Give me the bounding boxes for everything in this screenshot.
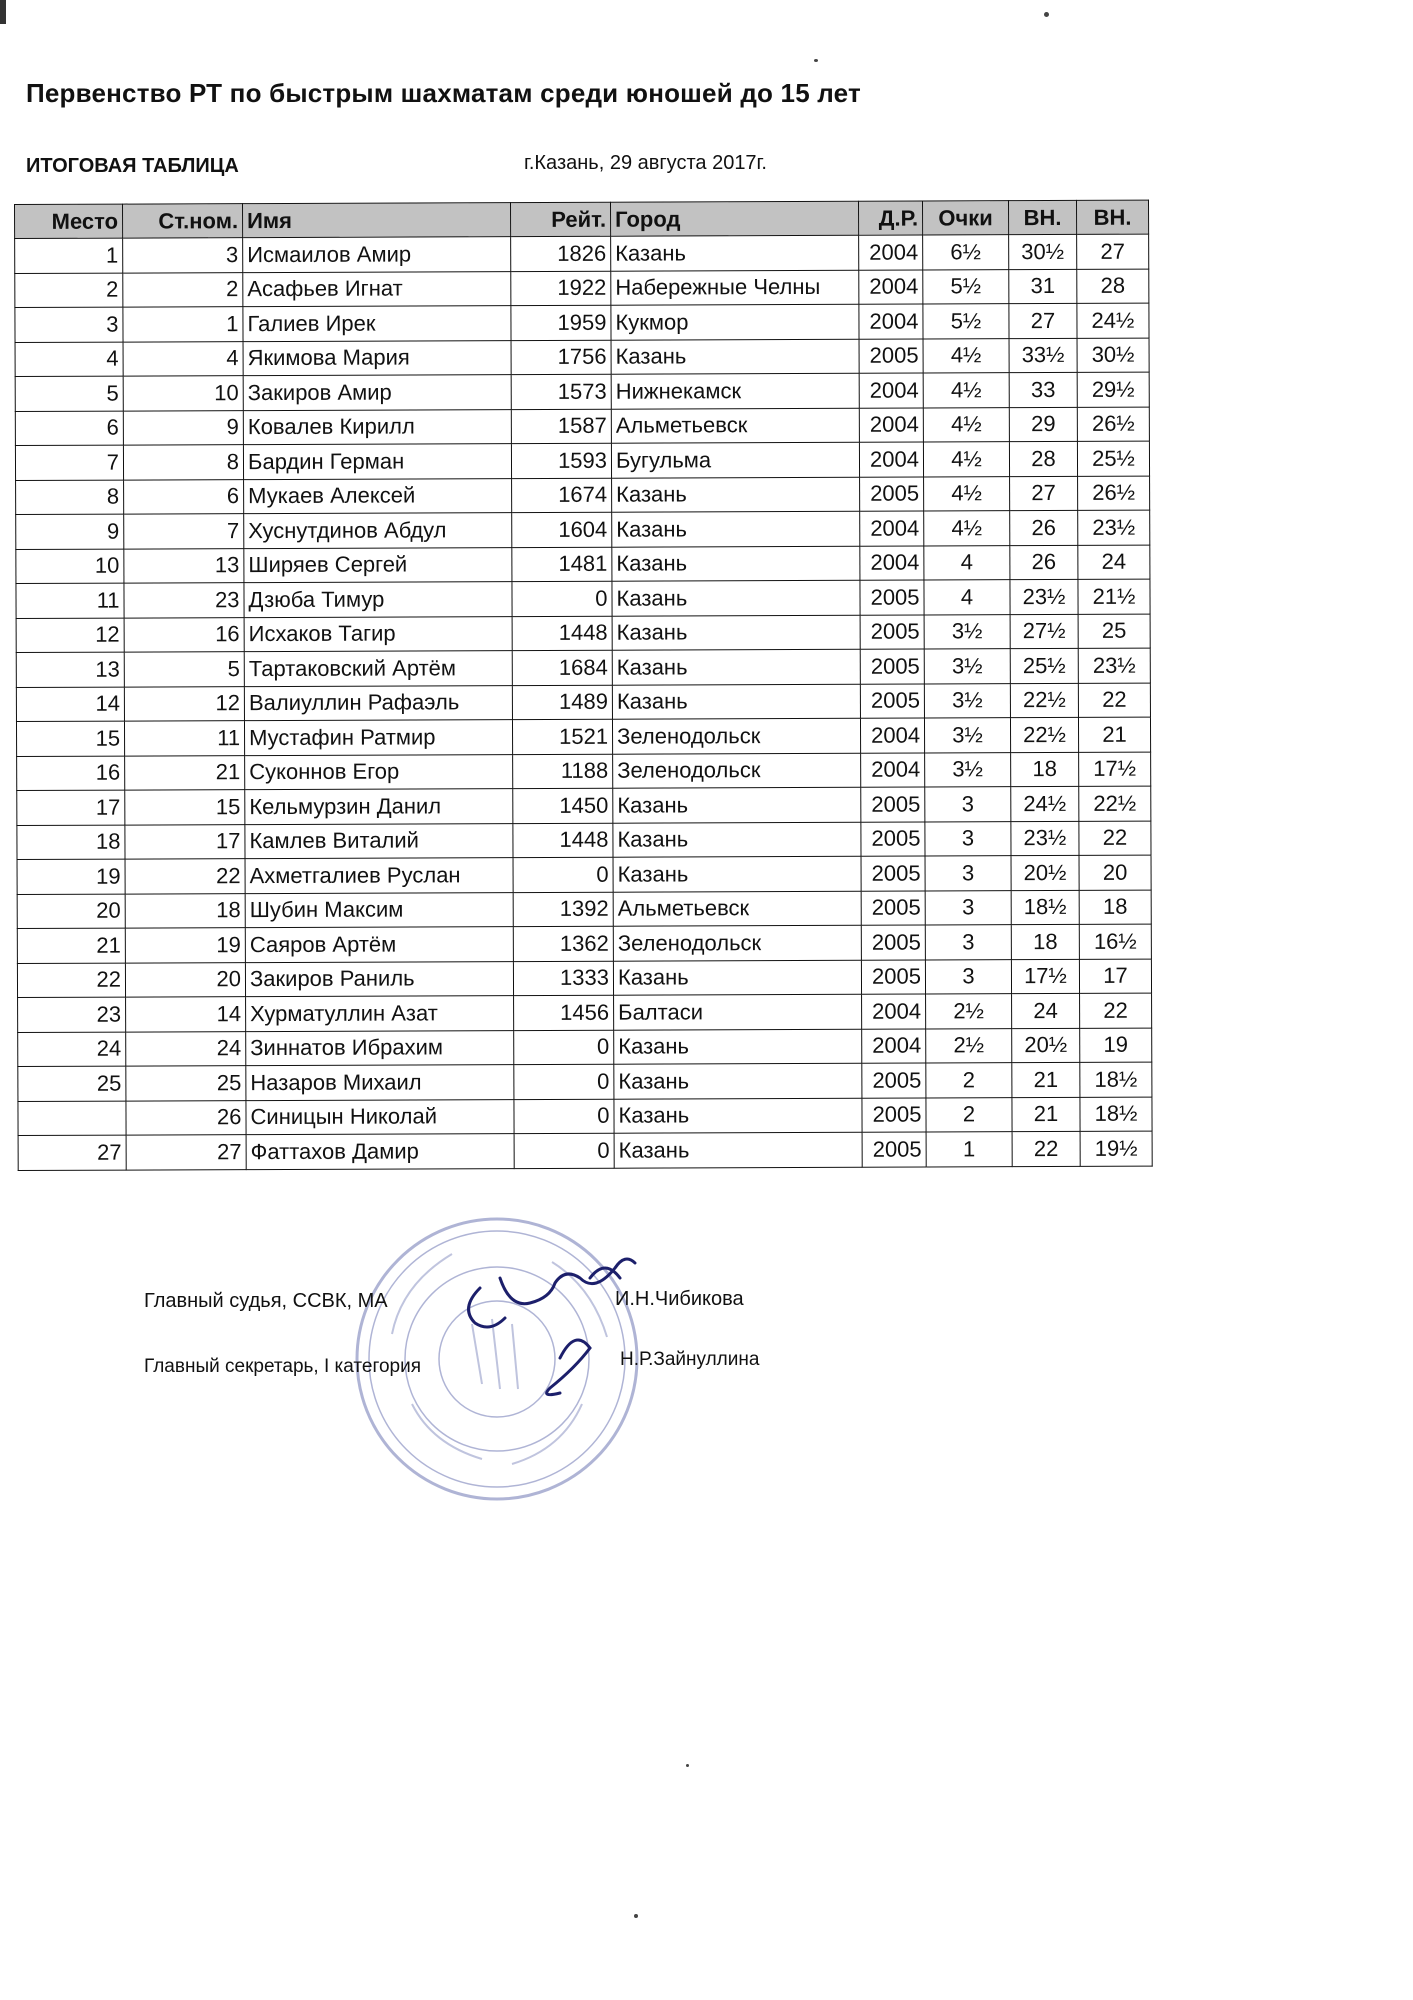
start-number-cell: 14 — [126, 997, 246, 1032]
rating-cell: 0 — [513, 857, 613, 892]
tiebreak-2-cell: 29½ — [1077, 372, 1149, 407]
birth-year-cell: 2004 — [859, 235, 923, 270]
place-cell: 11 — [16, 583, 124, 618]
birth-year-cell: 2004 — [860, 511, 924, 546]
start-number-cell: 19 — [125, 928, 245, 963]
points-cell: 3½ — [924, 649, 1010, 684]
tiebreak-2-cell: 18½ — [1080, 1097, 1152, 1132]
name-cell: Синицын Николай — [246, 1099, 514, 1135]
birth-year-cell: 2005 — [861, 822, 925, 857]
place-cell: 1 — [15, 238, 123, 273]
tiebreak-2-cell: 22 — [1080, 993, 1152, 1028]
city-cell: Зеленодольск — [613, 753, 861, 788]
column-header: Д.Р. — [858, 201, 922, 235]
points-cell: 3 — [925, 787, 1011, 822]
birth-year-cell: 2004 — [859, 442, 923, 477]
birth-year-cell: 2005 — [860, 580, 924, 615]
start-number-cell: 13 — [124, 548, 244, 583]
tiebreak-2-cell: 17 — [1079, 959, 1151, 994]
start-number-cell: 23 — [124, 583, 244, 618]
tiebreak-2-cell: 22 — [1079, 821, 1151, 856]
place-cell: 23 — [18, 997, 126, 1032]
start-number-cell: 10 — [123, 376, 243, 411]
points-cell: 2 — [926, 1063, 1012, 1098]
tiebreak-1-cell: 27½ — [1010, 614, 1078, 649]
birth-year-cell: 2004 — [860, 546, 924, 581]
points-cell: 3½ — [924, 614, 1010, 649]
start-number-cell: 21 — [125, 755, 245, 790]
place-cell: 4 — [15, 342, 123, 377]
city-cell: Казань — [613, 787, 861, 822]
table-row — [17, 959, 1151, 998]
birth-year-cell: 2005 — [860, 477, 924, 512]
rating-cell: 0 — [514, 1133, 614, 1168]
place-cell: 2 — [15, 273, 123, 308]
place-cell: 10 — [16, 549, 124, 584]
points-cell: 4½ — [924, 476, 1010, 511]
rating-cell: 1674 — [512, 478, 612, 513]
points-cell: 3½ — [925, 752, 1011, 787]
table-row — [16, 717, 1150, 756]
tiebreak-1-cell: 18 — [1011, 752, 1079, 787]
points-cell: 4 — [924, 545, 1010, 580]
place-cell: 14 — [16, 687, 124, 722]
name-cell: Назаров Михаил — [246, 1065, 514, 1101]
rating-cell: 1521 — [512, 719, 612, 754]
rating-cell: 1448 — [512, 616, 612, 651]
city-cell: Казань — [614, 1063, 862, 1098]
column-header: Рейт. — [510, 202, 610, 236]
city-cell: Казань — [613, 822, 861, 857]
name-cell: Зиннатов Ибрахим — [246, 1030, 514, 1066]
points-cell: 4½ — [923, 442, 1009, 477]
table-row — [18, 1062, 1152, 1101]
place-cell: 21 — [17, 928, 125, 963]
birth-year-cell: 2005 — [860, 615, 924, 650]
column-header: Очки — [922, 201, 1008, 235]
place-cell: 3 — [15, 307, 123, 342]
tiebreak-1-cell: 30½ — [1009, 234, 1077, 269]
table-row — [15, 234, 1149, 273]
name-cell: Закиров Амир — [243, 375, 511, 411]
name-cell: Фаттахов Дамир — [246, 1134, 514, 1170]
city-cell: Нижнекамск — [611, 373, 859, 408]
table-row — [16, 510, 1150, 549]
tiebreak-1-cell: 26 — [1010, 510, 1078, 545]
table-row — [18, 993, 1152, 1032]
birth-year-cell: 2005 — [859, 339, 923, 374]
place-cell: 15 — [16, 721, 124, 756]
city-cell: Казань — [612, 546, 860, 581]
tiebreak-2-cell: 20 — [1079, 855, 1151, 890]
name-cell: Ширяев Сергей — [244, 547, 512, 583]
start-number-cell: 25 — [126, 1066, 246, 1101]
tiebreak-1-cell: 33 — [1009, 372, 1077, 407]
name-cell: Валиуллин Рафаэль — [244, 685, 512, 721]
tiebreak-2-cell: 21½ — [1078, 579, 1150, 614]
place-cell: 25 — [18, 1066, 126, 1101]
rating-cell: 1959 — [511, 305, 611, 340]
header-row — [15, 200, 1149, 238]
points-cell: 6½ — [923, 235, 1009, 270]
tiebreak-1-cell: 21 — [1012, 1097, 1080, 1132]
start-number-cell: 8 — [123, 445, 243, 480]
rating-cell: 1448 — [513, 823, 613, 858]
city-cell: Казань — [612, 511, 860, 546]
place-cell: 13 — [16, 652, 124, 687]
start-number-cell: 16 — [124, 617, 244, 652]
points-cell: 3 — [925, 821, 1011, 856]
tiebreak-2-cell: 24 — [1078, 545, 1150, 580]
birth-year-cell: 2004 — [859, 304, 923, 339]
start-number-cell: 7 — [124, 514, 244, 549]
name-cell: Хурматуллин Азат — [246, 996, 514, 1032]
tiebreak-1-cell: 28 — [1009, 441, 1077, 476]
city-cell: Альметьевск — [611, 408, 859, 443]
name-cell: Ковалев Кирилл — [243, 409, 511, 445]
rating-cell: 1922 — [511, 271, 611, 306]
city-cell: Казань — [612, 580, 860, 615]
tiebreak-2-cell: 21 — [1078, 717, 1150, 752]
city-cell: Балтаси — [614, 994, 862, 1029]
start-number-cell: 5 — [124, 652, 244, 687]
rating-cell: 1573 — [511, 374, 611, 409]
chief-secretary-title: Главный секретарь, I категория — [144, 1356, 422, 1377]
table-subtitle: ИТОГОВАЯ ТАБЛИЦА — [26, 155, 239, 177]
birth-year-cell: 2005 — [860, 649, 924, 684]
tiebreak-2-cell: 25½ — [1077, 441, 1149, 476]
city-cell: Казань — [614, 1132, 862, 1167]
start-number-cell: 6 — [124, 479, 244, 514]
city-cell: Казань — [614, 1098, 862, 1133]
column-header: Ст.ном. — [123, 204, 243, 238]
start-number-cell: 27 — [126, 1135, 246, 1170]
city-cell: Казань — [614, 1029, 862, 1064]
birth-year-cell: 2004 — [862, 1029, 926, 1064]
tiebreak-2-cell: 27 — [1077, 234, 1149, 269]
tiebreak-2-cell: 24½ — [1077, 303, 1149, 338]
points-cell: 3½ — [924, 718, 1010, 753]
rating-cell: 1489 — [512, 685, 612, 720]
place-cell: 12 — [16, 618, 124, 653]
city-cell: Бугульма — [611, 442, 859, 477]
name-cell: Закиров Раниль — [245, 961, 513, 997]
table-row — [18, 1131, 1152, 1170]
table-row — [17, 821, 1151, 860]
rating-cell: 1604 — [512, 512, 612, 547]
birth-year-cell: 2005 — [861, 960, 925, 995]
rating-cell: 1587 — [511, 409, 611, 444]
start-number-cell: 22 — [125, 859, 245, 894]
results-table-wrapper — [14, 200, 1153, 1171]
tiebreak-1-cell: 27 — [1009, 303, 1077, 338]
rating-cell: 1188 — [513, 754, 613, 789]
place-cell: 20 — [17, 894, 125, 929]
start-number-cell: 1 — [123, 307, 243, 342]
tiebreak-1-cell: 21 — [1012, 1062, 1080, 1097]
name-cell: Саяров Артём — [245, 927, 513, 963]
birth-year-cell: 2005 — [862, 1132, 926, 1167]
points-cell: 1 — [926, 1132, 1012, 1167]
points-cell: 4½ — [923, 373, 1009, 408]
name-cell: Камлев Виталий — [245, 823, 513, 859]
place-cell: 9 — [16, 514, 124, 549]
start-number-cell: 2 — [123, 272, 243, 307]
scan-speck — [634, 1914, 638, 1918]
tiebreak-1-cell: 20½ — [1012, 1028, 1080, 1063]
start-number-cell: 18 — [125, 893, 245, 928]
scan-speck — [814, 59, 818, 62]
table-row — [17, 890, 1151, 929]
tiebreak-1-cell: 23½ — [1011, 821, 1079, 856]
rating-cell: 1333 — [513, 961, 613, 996]
city-cell: Казань — [612, 649, 860, 684]
start-number-cell: 11 — [124, 721, 244, 756]
city-cell: Зеленодольск — [612, 718, 860, 753]
points-cell: 2½ — [926, 1028, 1012, 1063]
chief-judge-title: Главный судья, ССВК, МА — [144, 1290, 388, 1312]
name-cell: Дзюба Тимур — [244, 582, 512, 618]
tiebreak-1-cell: 18 — [1011, 924, 1079, 959]
table-row — [15, 338, 1149, 377]
tiebreak-2-cell: 28 — [1077, 269, 1149, 304]
rating-cell: 0 — [512, 581, 612, 616]
city-cell: Казань — [611, 235, 859, 270]
rating-cell: 1756 — [511, 340, 611, 375]
points-cell: 3 — [925, 959, 1011, 994]
scan-edge-mark — [0, 0, 6, 24]
rating-cell: 1392 — [513, 892, 613, 927]
tiebreak-1-cell: 18½ — [1011, 890, 1079, 925]
scan-speck — [1044, 12, 1049, 17]
points-cell: 5½ — [923, 269, 1009, 304]
birth-year-cell: 2005 — [862, 1063, 926, 1098]
name-cell: Бардин Герман — [243, 444, 511, 480]
rating-cell: 1362 — [513, 926, 613, 961]
table-row — [16, 545, 1150, 584]
handwritten-signature-icon — [440, 1248, 670, 1408]
start-number-cell: 4 — [123, 341, 243, 376]
rating-cell: 1684 — [512, 650, 612, 685]
tiebreak-2-cell: 22 — [1078, 683, 1150, 718]
place-cell: 22 — [17, 963, 125, 998]
points-cell: 3 — [925, 890, 1011, 925]
tiebreak-1-cell: 27 — [1010, 476, 1078, 511]
tiebreak-2-cell: 23½ — [1078, 648, 1150, 683]
tiebreak-2-cell: 17½ — [1079, 752, 1151, 787]
birth-year-cell: 2005 — [861, 891, 925, 926]
place-cell: 17 — [17, 790, 125, 825]
birth-year-cell: 2004 — [859, 373, 923, 408]
tiebreak-1-cell: 24 — [1012, 993, 1080, 1028]
table-row — [15, 407, 1149, 446]
tiebreak-1-cell: 22½ — [1010, 717, 1078, 752]
points-cell: 3 — [925, 856, 1011, 891]
column-header: ВН. — [1076, 200, 1148, 234]
document-title: Первенство РТ по быстрым шахматам среди юношей до 15 лет — [26, 78, 861, 108]
column-header: Город — [610, 201, 858, 236]
tiebreak-1-cell: 29 — [1009, 407, 1077, 442]
tiebreak-2-cell: 19 — [1080, 1028, 1152, 1063]
place-date: г.Казань, 29 августа 2017г. — [524, 152, 767, 174]
city-cell: Казань — [612, 615, 860, 650]
name-cell: Шубин Максим — [245, 892, 513, 928]
start-number-cell: 3 — [123, 238, 243, 273]
start-number-cell: 20 — [125, 962, 245, 997]
tiebreak-1-cell: 22½ — [1010, 683, 1078, 718]
place-cell: 27 — [18, 1135, 126, 1170]
birth-year-cell: 2005 — [860, 684, 924, 719]
name-cell: Тартаковский Артём — [244, 651, 512, 687]
birth-year-cell: 2005 — [862, 1098, 926, 1133]
points-cell: 4½ — [924, 511, 1010, 546]
table-row — [18, 1028, 1152, 1067]
place-cell: 8 — [16, 480, 124, 515]
name-cell: Исхаков Тагир — [244, 616, 512, 652]
chief-judge-name: И.Н.Чибикова — [615, 1288, 744, 1310]
tiebreak-2-cell: 18 — [1079, 890, 1151, 925]
place-cell: 16 — [17, 756, 125, 791]
rating-cell: 0 — [514, 1064, 614, 1099]
place-cell: 6 — [15, 411, 123, 446]
points-cell: 4 — [924, 580, 1010, 615]
tiebreak-2-cell: 30½ — [1077, 338, 1149, 373]
city-cell: Казань — [612, 684, 860, 719]
tiebreak-1-cell: 26 — [1010, 545, 1078, 580]
column-header: Имя — [243, 203, 511, 238]
start-number-cell: 24 — [126, 1031, 246, 1066]
points-cell: 2½ — [926, 994, 1012, 1029]
start-number-cell: 17 — [125, 824, 245, 859]
name-cell: Якимова Мария — [243, 340, 511, 376]
name-cell: Ахметгалиев Руслан — [245, 858, 513, 894]
rating-cell: 1481 — [512, 547, 612, 582]
city-cell: Зеленодольск — [613, 925, 861, 960]
tiebreak-2-cell: 18½ — [1080, 1062, 1152, 1097]
tiebreak-2-cell: 26½ — [1077, 407, 1149, 442]
table-row — [16, 648, 1150, 687]
table-row — [15, 303, 1149, 342]
name-cell: Мустафин Ратмир — [244, 720, 512, 756]
table-row — [17, 855, 1151, 894]
place-cell: 7 — [15, 445, 123, 480]
tiebreak-1-cell: 31 — [1009, 269, 1077, 304]
points-cell: 4½ — [923, 407, 1009, 442]
points-cell: 3 — [925, 925, 1011, 960]
rating-cell: 1826 — [511, 236, 611, 271]
table-row — [15, 441, 1149, 480]
birth-year-cell: 2004 — [860, 718, 924, 753]
tiebreak-2-cell: 23½ — [1078, 510, 1150, 545]
points-cell: 5½ — [923, 304, 1009, 339]
table-row — [15, 269, 1149, 308]
rating-cell: 1593 — [511, 443, 611, 478]
place-cell: 19 — [17, 859, 125, 894]
tiebreak-1-cell: 20½ — [1011, 855, 1079, 890]
place-cell: 24 — [18, 1032, 126, 1067]
results-body — [15, 234, 1153, 1170]
birth-year-cell: 2004 — [859, 408, 923, 443]
birth-year-cell: 2004 — [861, 753, 925, 788]
table-row — [16, 683, 1150, 722]
points-cell: 4½ — [923, 338, 1009, 373]
table-row — [16, 476, 1150, 515]
table-row — [17, 924, 1151, 963]
birth-year-cell: 2005 — [861, 856, 925, 891]
tiebreak-2-cell: 22½ — [1079, 786, 1151, 821]
scan-speck — [686, 1764, 689, 1767]
city-cell: Кукмор — [611, 304, 859, 339]
city-cell: Казань — [613, 856, 861, 891]
start-number-cell: 26 — [126, 1100, 246, 1135]
birth-year-cell: 2004 — [859, 270, 923, 305]
tiebreak-1-cell: 25½ — [1010, 648, 1078, 683]
chief-secretary-name: Н.Р.Зайнуллина — [620, 1349, 760, 1370]
start-number-cell: 12 — [124, 686, 244, 721]
place-cell: 5 — [15, 376, 123, 411]
birth-year-cell: 2005 — [861, 787, 925, 822]
points-cell: 3½ — [924, 683, 1010, 718]
table-row — [17, 752, 1151, 791]
points-cell: 2 — [926, 1097, 1012, 1132]
name-cell: Хуснутдинов Абдул — [244, 513, 512, 549]
tiebreak-2-cell: 25 — [1078, 614, 1150, 649]
rating-cell: 0 — [514, 1099, 614, 1134]
results-table — [14, 200, 1153, 1171]
table-row — [17, 786, 1151, 825]
name-cell: Суконнов Егор — [245, 754, 513, 790]
tiebreak-2-cell: 19½ — [1080, 1131, 1152, 1166]
rating-cell: 1456 — [514, 995, 614, 1030]
rating-cell: 0 — [514, 1030, 614, 1065]
city-cell: Набережные Челны — [611, 270, 859, 305]
table-row — [16, 579, 1150, 618]
start-number-cell: 15 — [125, 790, 245, 825]
place-cell: 18 — [17, 825, 125, 860]
city-cell: Казань — [613, 960, 861, 995]
table-row — [18, 1097, 1152, 1136]
city-cell: Казань — [611, 339, 859, 374]
start-number-cell: 9 — [123, 410, 243, 445]
tiebreak-1-cell: 24½ — [1011, 786, 1079, 821]
tiebreak-1-cell: 17½ — [1011, 959, 1079, 994]
rating-cell: 1450 — [513, 788, 613, 823]
name-cell: Исмаилов Амир — [243, 237, 511, 273]
birth-year-cell: 2004 — [862, 994, 926, 1029]
column-header: Место — [15, 204, 123, 238]
name-cell: Галиев Ирек — [243, 306, 511, 342]
city-cell: Казань — [612, 477, 860, 512]
table-row — [16, 614, 1150, 653]
column-header: ВН. — [1008, 200, 1076, 234]
table-row — [15, 372, 1149, 411]
tiebreak-1-cell: 33½ — [1009, 338, 1077, 373]
place-cell — [18, 1101, 126, 1136]
tiebreak-1-cell: 22 — [1012, 1131, 1080, 1166]
city-cell: Альметьевск — [613, 891, 861, 926]
name-cell: Асафьев Игнат — [243, 271, 511, 307]
name-cell: Мукаев Алексей — [244, 478, 512, 514]
name-cell: Кельмурзин Данил — [245, 789, 513, 825]
birth-year-cell: 2005 — [861, 925, 925, 960]
tiebreak-2-cell: 16½ — [1079, 924, 1151, 959]
tiebreak-2-cell: 26½ — [1078, 476, 1150, 511]
tiebreak-1-cell: 23½ — [1010, 579, 1078, 614]
